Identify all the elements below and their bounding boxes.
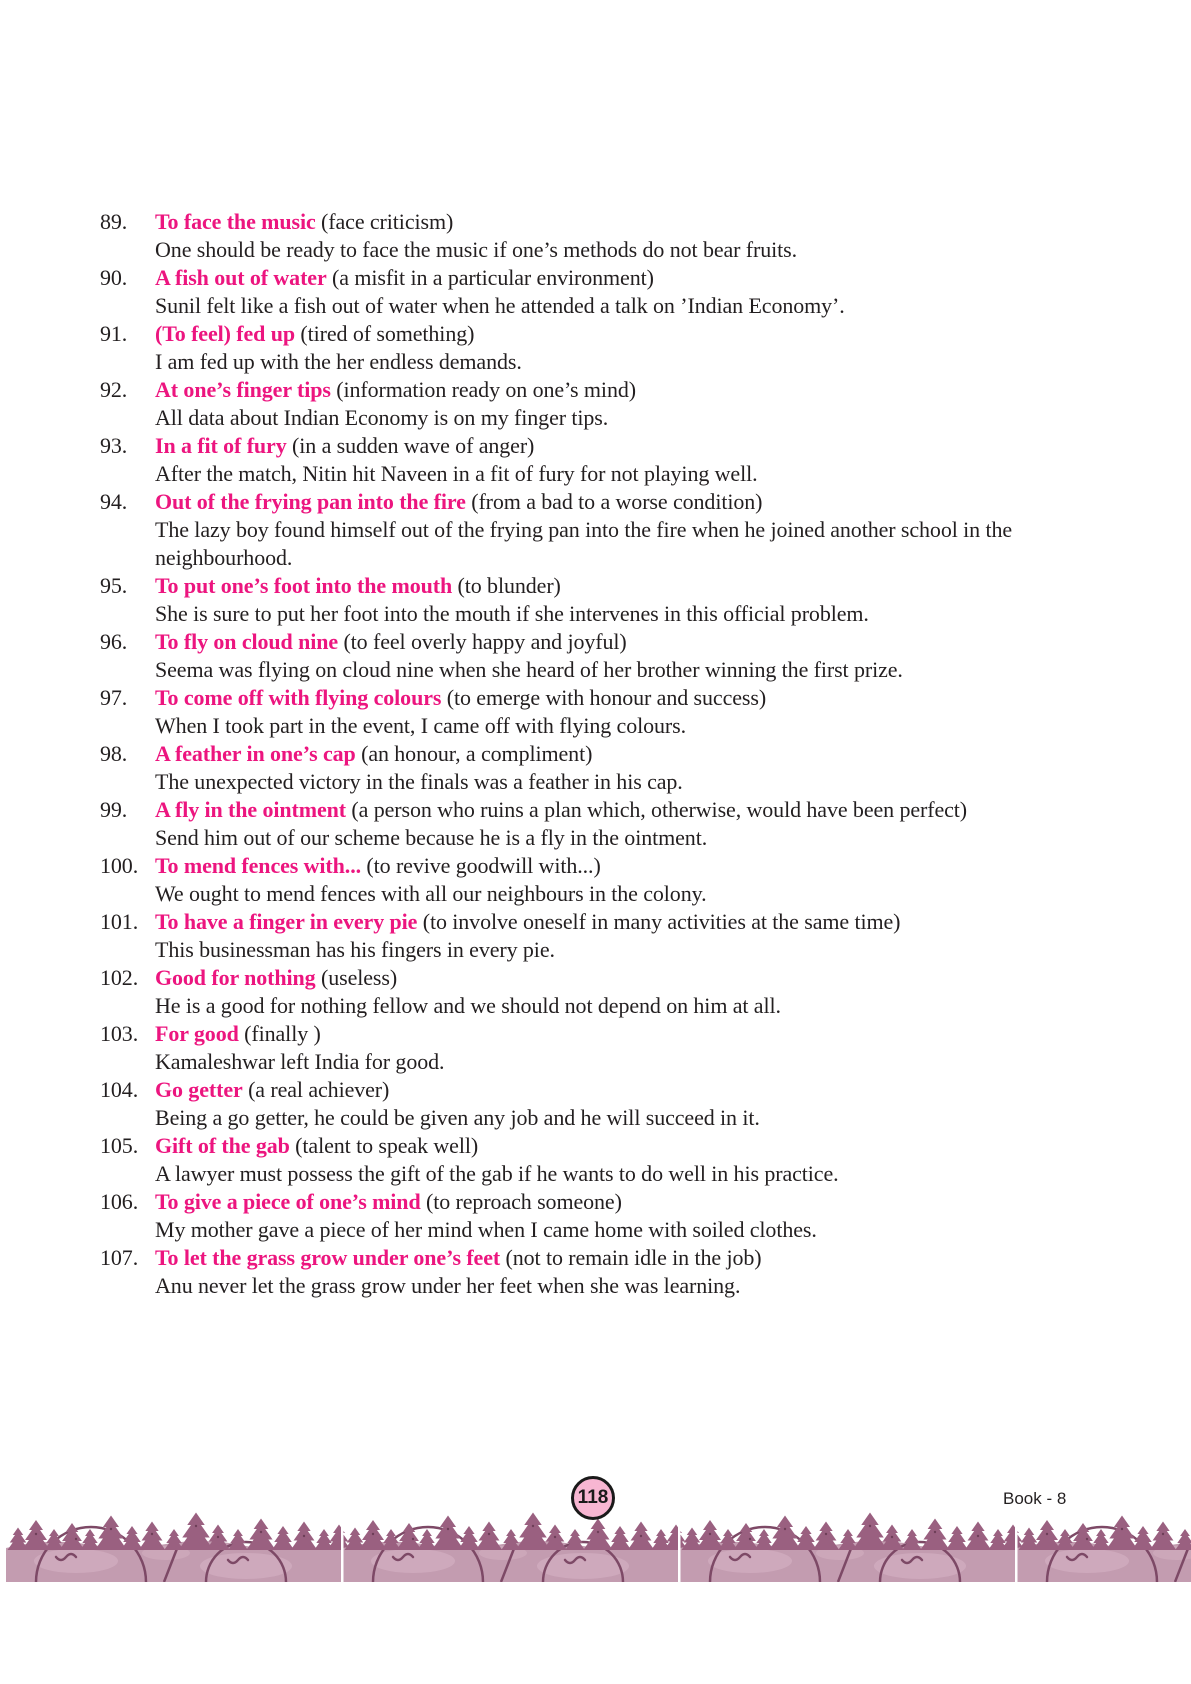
entry-content [155, 1020, 1015, 1076]
idiom-entry [100, 628, 1020, 684]
entry-content [155, 1244, 1015, 1300]
idiom-meaning: (to blunder) [457, 573, 561, 598]
idiom-example: She is sure to put her foot into the mouth if she intervenes in this official problem. [155, 601, 869, 626]
idiom-example: When I took part in the event, I came off with flying colours. [155, 713, 687, 738]
idiom-text: At one’s finger tips [155, 377, 331, 402]
idiom-entry [100, 1188, 1020, 1244]
idiom-text: Go getter [155, 1077, 243, 1102]
idiom-entry [100, 208, 1020, 264]
idiom-example: Sunil felt like a fish out of water when he attended a talk on ’Indian Economy’. [155, 293, 845, 318]
idiom-entry [100, 796, 1020, 852]
idiom-example: This businessman has his fingers in every pie. [155, 937, 555, 962]
idiom-example: He is a good for nothing fellow and we should not depend on him at all. [155, 993, 781, 1018]
idiom-example: The lazy boy found himself out of the frying pan into the fire when he joined another school in the neighbourhood. [155, 517, 1013, 570]
entry-number: 92. [100, 377, 128, 402]
entry-content [155, 1076, 1015, 1132]
idiom-meaning: (to involve oneself in many activities at the same time) [422, 909, 901, 934]
idiom-text: To fly on cloud nine [155, 629, 339, 654]
idiom-text: Gift of the gab [155, 1133, 290, 1158]
idiom-meaning: (a real achiever) [248, 1077, 390, 1102]
page-number-badge [571, 1476, 615, 1520]
entry-number: 107. [100, 1245, 139, 1270]
entry-content [155, 1188, 1015, 1244]
idiom-example: Being a go getter, he could be given any job and he will succeed in it. [155, 1105, 760, 1130]
entry-content [155, 628, 1015, 684]
idiom-meaning: (to feel overly happy and joyful) [343, 629, 627, 654]
idiom-entry [100, 1020, 1020, 1076]
entry-number: 93. [100, 433, 128, 458]
entry-content [155, 684, 1015, 740]
idiom-text: A fish out of water [155, 265, 327, 290]
entry-content [155, 376, 1015, 432]
entry-number: 99. [100, 797, 128, 822]
idiom-text: A feather in one’s cap [155, 741, 356, 766]
idiom-meaning: (talent to speak well) [295, 1133, 479, 1158]
idiom-example: I am fed up with the her endless demands. [155, 349, 522, 374]
idiom-entry [100, 376, 1020, 432]
idiom-entry [100, 964, 1020, 1020]
entry-number: 91. [100, 321, 128, 346]
idiom-text: In a fit of fury [155, 433, 287, 458]
idiom-meaning: (an honour, a compliment) [361, 741, 593, 766]
idiom-meaning: (in a sudden wave of anger) [292, 433, 535, 458]
idiom-example: Seema was flying on cloud nine when she heard of her brother winning the first prize. [155, 657, 903, 682]
entry-content [155, 208, 1015, 264]
entry-number: 94. [100, 489, 128, 514]
idiom-entry [100, 740, 1020, 796]
idiom-example: Anu never let the grass grow under her feet when she was learning. [155, 1273, 741, 1298]
idiom-entry [100, 264, 1020, 320]
idiom-entry [100, 908, 1020, 964]
entry-content [155, 264, 1015, 320]
entry-number: 101. [100, 909, 139, 934]
idiom-meaning: (from a bad to a worse condition) [471, 489, 763, 514]
idiom-example: Send him out of our scheme because he is a fly in the ointment. [155, 825, 708, 850]
idiom-entry [100, 1132, 1020, 1188]
idiom-text: For good [155, 1021, 239, 1046]
idiom-example: The unexpected victory in the finals was a feather in his cap. [155, 769, 683, 794]
idiom-text: To come off with flying colours [155, 685, 442, 710]
book-label: Book - 8 [1003, 1489, 1067, 1508]
entry-number: 106. [100, 1189, 139, 1214]
idiom-entry [100, 320, 1020, 376]
entry-number: 104. [100, 1077, 139, 1102]
idiom-text: To give a piece of one’s mind [155, 1189, 421, 1214]
idiom-example: All data about Indian Economy is on my finger tips. [155, 405, 609, 430]
entry-number: 103. [100, 1021, 139, 1046]
page-number: 118 [577, 1487, 609, 1508]
idiom-text: Out of the frying pan into the fire [155, 489, 466, 514]
idiom-meaning: (tired of something) [300, 321, 475, 346]
entry-content [155, 964, 1015, 1020]
idiom-entry [100, 684, 1020, 740]
idiom-meaning: (finally ) [244, 1021, 321, 1046]
entry-number: 97. [100, 685, 128, 710]
idiom-text: To face the music [155, 209, 316, 234]
idiom-meaning: (information ready on one’s mind) [336, 377, 636, 402]
entry-content [155, 432, 1015, 488]
idiom-text: To put one’s foot into the mouth [155, 573, 453, 598]
entry-content [155, 488, 1015, 572]
idiom-entry [100, 1076, 1020, 1132]
idiom-text: To mend fences with... [155, 853, 361, 878]
entry-content [155, 740, 1015, 796]
idiom-meaning: (to revive goodwill with...) [366, 853, 601, 878]
idiom-example: One should be ready to face the music if one’s methods do not bear fruits. [155, 237, 798, 262]
idiom-meaning: (face criticism) [321, 209, 454, 234]
entry-number: 102. [100, 965, 139, 990]
entry-number: 100. [100, 853, 139, 878]
idiom-meaning: (a misfit in a particular environment) [332, 265, 654, 290]
idiom-entry [100, 432, 1020, 488]
entry-number: 95. [100, 573, 128, 598]
idiom-text: (To feel) fed up [155, 321, 295, 346]
idiom-text: To have a finger in every pie [155, 909, 418, 934]
idiom-example: Kamaleshwar left India for good. [155, 1049, 445, 1074]
idiom-example: After the match, Nitin hit Naveen in a fit of fury for not playing well. [155, 461, 758, 486]
idiom-entry [100, 1244, 1020, 1300]
entry-content [155, 852, 1015, 908]
idiom-meaning: (a person who ruins a plan which, otherwise, would have been perfect) [351, 797, 968, 822]
idiom-meaning: (to reproach someone) [426, 1189, 622, 1214]
entry-number: 89. [100, 209, 128, 234]
idiom-text: To let the grass grow under one’s feet [155, 1245, 501, 1270]
idiom-text: Good for nothing [155, 965, 316, 990]
entry-number: 96. [100, 629, 128, 654]
idiom-meaning: (useless) [321, 965, 398, 990]
idiom-entry [100, 852, 1020, 908]
entry-content [155, 320, 1015, 376]
entry-content [155, 908, 1015, 964]
entry-number: 105. [100, 1133, 139, 1158]
idiom-entry [100, 572, 1020, 628]
idiom-meaning: (not to remain idle in the job) [505, 1245, 762, 1270]
idiom-list [100, 208, 1020, 1300]
idiom-text: A fly in the ointment [155, 797, 347, 822]
idiom-meaning: (to emerge with honour and success) [446, 685, 767, 710]
entry-number: 98. [100, 741, 128, 766]
entry-number: 90. [100, 265, 128, 290]
entry-content [155, 796, 1015, 852]
idiom-entry [100, 488, 1020, 572]
entry-content [155, 1132, 1015, 1188]
idiom-example: We ought to mend fences with all our neighbours in the colony. [155, 881, 707, 906]
entry-content [155, 572, 1015, 628]
idiom-example: My mother gave a piece of her mind when I came home with soiled clothes. [155, 1217, 817, 1242]
idiom-example: A lawyer must possess the gift of the gab if he wants to do well in his practice. [155, 1161, 839, 1186]
